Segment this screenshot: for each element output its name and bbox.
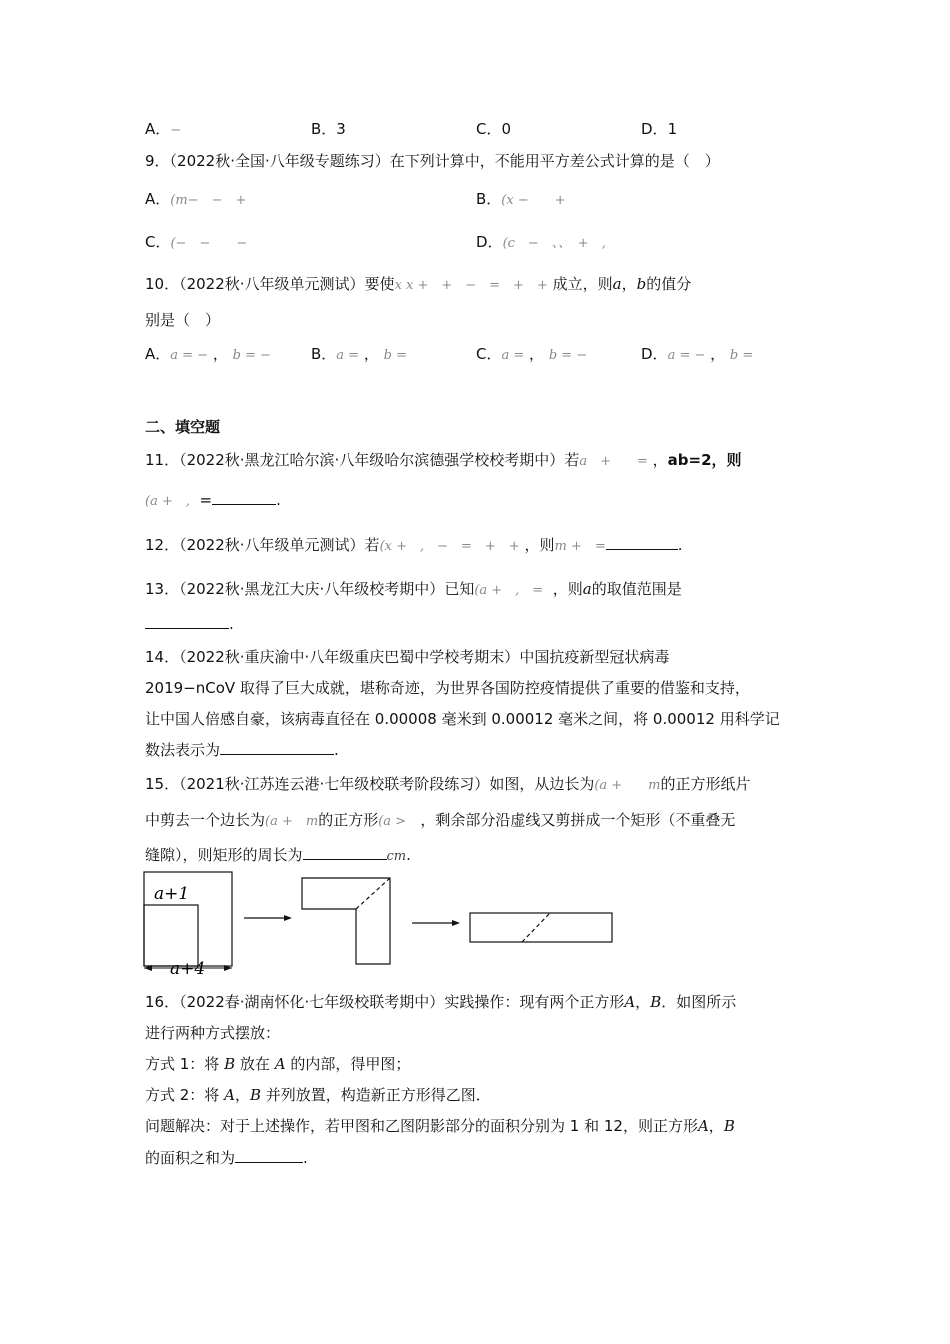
var-a: a [612, 275, 622, 293]
question-text: 已知 [444, 580, 475, 598]
question-number: 11． [145, 451, 180, 469]
q10-option-d: D．a = − ， b = [641, 345, 754, 363]
var-b: b [636, 275, 647, 293]
q15-line1 [145, 774, 751, 796]
question-text: 数法表示为 [145, 741, 221, 759]
answer-blank[interactable] [235, 1148, 303, 1163]
question-source: （2022秋·八年级单元测试） [179, 275, 365, 293]
option-label: D． [476, 233, 503, 251]
q8-option-d [641, 118, 677, 139]
question-text: 的内部，得甲图； [290, 1055, 411, 1073]
question-text: 如图，从边长为 [489, 775, 595, 793]
question-text: 方式 1：将 [145, 1055, 220, 1073]
option-label: A． [145, 345, 171, 363]
result-rectangle [470, 913, 612, 942]
var-a: a [582, 580, 592, 598]
question-number: 10． [145, 275, 180, 293]
option-label: C． [476, 345, 502, 363]
question-number: 9． [145, 152, 170, 170]
q16-line5: 问题解决：对于上述操作，若甲图和乙图阴影部分的面积分别为 1 和 12，则正方形A，B [145, 1117, 735, 1135]
question-text: ，则 [524, 536, 555, 554]
var-B: B [249, 1086, 261, 1104]
q16-line3 [145, 1054, 410, 1074]
var-A: A [624, 993, 636, 1011]
q10-stem [145, 274, 691, 296]
option-label: A． [145, 120, 171, 138]
option-label: C． [145, 233, 171, 251]
question-math: x x + + − = + + [394, 278, 548, 293]
question-text: ab=2，则 [667, 451, 742, 469]
var-B: B [723, 1117, 735, 1135]
q9-option-a [145, 188, 246, 209]
var-A: A [274, 1055, 286, 1073]
question-text: 中国抗疫新型冠状病毒 [519, 648, 670, 666]
q10-option-a: A．a = − ， b = − [145, 345, 271, 363]
question-text: ，则 [552, 580, 583, 598]
option-label: A． [145, 190, 171, 208]
question-text: 在下列计算中，不能用平方差公式计算的是（ ） [389, 152, 720, 170]
question-text: 中剪去一个边长为 [145, 811, 266, 829]
label-bottom: a+4 [170, 959, 206, 978]
question-text: 并列放置，构造新正方形得乙图． [265, 1086, 491, 1104]
question-text: 问题解决：对于上述操作，若甲图和乙图阴影部分的面积分别为 1 和 12，则正方形 [145, 1117, 698, 1135]
l-shape-dashed-cut [356, 878, 390, 909]
question-text: 的正方形 [318, 811, 379, 829]
arrow-1-head-icon [284, 915, 292, 921]
q16-line4: 方式 2：将 A，B 并列放置，构造新正方形得乙图． [145, 1086, 491, 1104]
var-A: A [224, 1086, 235, 1104]
answer-blank[interactable] [145, 614, 229, 629]
q8-option-c [476, 118, 511, 139]
answer-blank[interactable] [303, 845, 387, 860]
question-text: 别是（ ） [145, 311, 221, 329]
question-math: (a + , = [474, 583, 544, 598]
option-math: b = − [548, 348, 588, 363]
q12-stem: 12．（2022秋·八年级单元测试）若(x + , − = + + ，则m + = . [145, 536, 683, 554]
q11-stem [145, 450, 742, 472]
question-source: （2022秋·重庆渝中·八年级重庆巴蜀中学校考期末） [179, 648, 520, 666]
q10-option-c: C．a = ， b = − [476, 345, 588, 363]
q13-stem [145, 579, 682, 601]
answer-blank[interactable] [212, 490, 276, 505]
option-label: B． [311, 120, 337, 138]
option-label: D． [641, 120, 668, 138]
question-text: 方式 2：将 [145, 1086, 220, 1104]
label-top: a+1 [154, 884, 190, 904]
question-text: 的正方形纸片 [660, 775, 751, 793]
question-math: (a > [378, 814, 407, 829]
option-label: B． [476, 190, 502, 208]
question-text: 成立，则 [552, 275, 613, 293]
l-shape [302, 878, 390, 964]
q16-line6: 的面积之和为 . [145, 1149, 308, 1167]
q9-option-b [476, 188, 566, 209]
question-text: 要使 [364, 275, 395, 293]
question-number: 16． [145, 993, 180, 1011]
q8-option-b [311, 118, 346, 139]
question-number: 12． [145, 536, 180, 554]
question-text: 放在 [239, 1055, 270, 1073]
q8-option-a [145, 118, 181, 139]
option-math: b = [383, 348, 407, 363]
q10-stem-line2 [145, 310, 220, 330]
option-math: a = [501, 348, 525, 363]
question-source: （2022春·湖南怀化·七年级校联考期中） [179, 993, 445, 1011]
option-math: a = − [170, 348, 209, 363]
q10-option-b: B．a = ， b = [311, 345, 407, 363]
option-math: b = − [232, 348, 271, 363]
question-text: 若 [564, 451, 580, 469]
question-text: ．如图所示 [661, 993, 737, 1011]
cut-square [144, 905, 198, 966]
question-math: (a + , [145, 494, 190, 509]
question-math: (a + m [594, 778, 661, 793]
var-B: B [224, 1055, 236, 1073]
option-math: (c − 、、 + , [502, 236, 606, 251]
question-number: 14． [145, 648, 180, 666]
var-B: B [650, 993, 662, 1011]
question-text: 的取值范围是 [591, 580, 682, 598]
question-source: （2022秋·全国·八年级专题练习） [169, 152, 390, 170]
option-math: (m− − + [170, 193, 247, 208]
question-source: （2022秋·黑龙江哈尔滨·八年级哈尔滨德强学校校考期中） [179, 451, 565, 469]
question-math: (x + , − = + + [379, 539, 520, 554]
unit: cm [386, 849, 407, 864]
q14-line4: 数法表示为 . [145, 741, 339, 759]
question-math: a + = [579, 454, 648, 469]
question-math: m + = [554, 539, 606, 554]
option-label: C． [476, 120, 502, 138]
q9-stem [145, 151, 720, 171]
option-label: D． [641, 345, 668, 363]
option-text: 3 [336, 120, 346, 138]
option-math: a = − [667, 348, 706, 363]
q14-line1 [145, 647, 669, 667]
q16-line1: 16．（2022春·湖南怀化·七年级校联考期中）实践操作：现有两个正方形A，B．如图所示 [145, 993, 737, 1011]
var-A: A [697, 1117, 709, 1135]
q9-option-c [145, 231, 247, 252]
option-math: b = [729, 348, 754, 363]
q16-line2: 进行两种方式摆放： [145, 1024, 281, 1042]
question-text: 的面积之和为 [145, 1149, 236, 1167]
question-text: ， [652, 451, 668, 469]
q15-line2 [145, 810, 735, 832]
option-math: (x − + [501, 193, 566, 208]
option-label: B． [311, 345, 337, 363]
question-text: = [199, 491, 213, 509]
q9-option-d [476, 231, 606, 252]
answer-blank[interactable] [220, 740, 334, 755]
question-math: (a + m [265, 814, 319, 829]
question-source: （2021秋·江苏连云港·七年级校联考阶段练习） [179, 775, 490, 793]
arrow-2-head-icon [452, 920, 460, 926]
option-text: 0 [501, 120, 512, 138]
question-number: 15． [145, 775, 180, 793]
option-text: 1 [667, 120, 678, 138]
question-text: 实践操作：现有两个正方形 [444, 993, 625, 1011]
option-text: − [170, 123, 182, 138]
q11-line2: (a + , = . [145, 491, 281, 509]
q14-line2: 2019−nCoV 取得了巨大成就，堪称奇迹，为世界各国防控疫情提供了重要的借鉴和支持， [145, 679, 750, 697]
option-math: a = [336, 348, 360, 363]
question-text: 若 [364, 536, 380, 554]
question-number: 13． [145, 580, 180, 598]
question-text: 的值分 [646, 275, 692, 293]
q13-line2: . [145, 614, 234, 634]
q15-line3: 缝隙），则矩形的周长为 cm. [145, 846, 411, 864]
question-source: （2022秋·黑龙江大庆·八年级校考期中） [179, 580, 445, 598]
q15-figure [140, 868, 620, 978]
section-title: 二、填空题 [145, 418, 221, 436]
question-source: （2022秋·八年级单元测试） [179, 536, 365, 554]
option-math: (− − − [170, 236, 248, 251]
rectangle-dashed-cut [522, 913, 550, 942]
q14-line3: 让中国人倍感自豪，该病毒直径在 0.00008 毫米到 0.00012 毫米之间，将 0.00012 用科学记 [145, 710, 780, 728]
question-text: ，剩余部分沿虚线又剪拼成一个矩形（不重叠无 [420, 811, 736, 829]
separator: ， [621, 275, 637, 293]
answer-blank[interactable] [606, 535, 678, 550]
question-text: 缝隙），则矩形的周长为 [145, 846, 303, 864]
